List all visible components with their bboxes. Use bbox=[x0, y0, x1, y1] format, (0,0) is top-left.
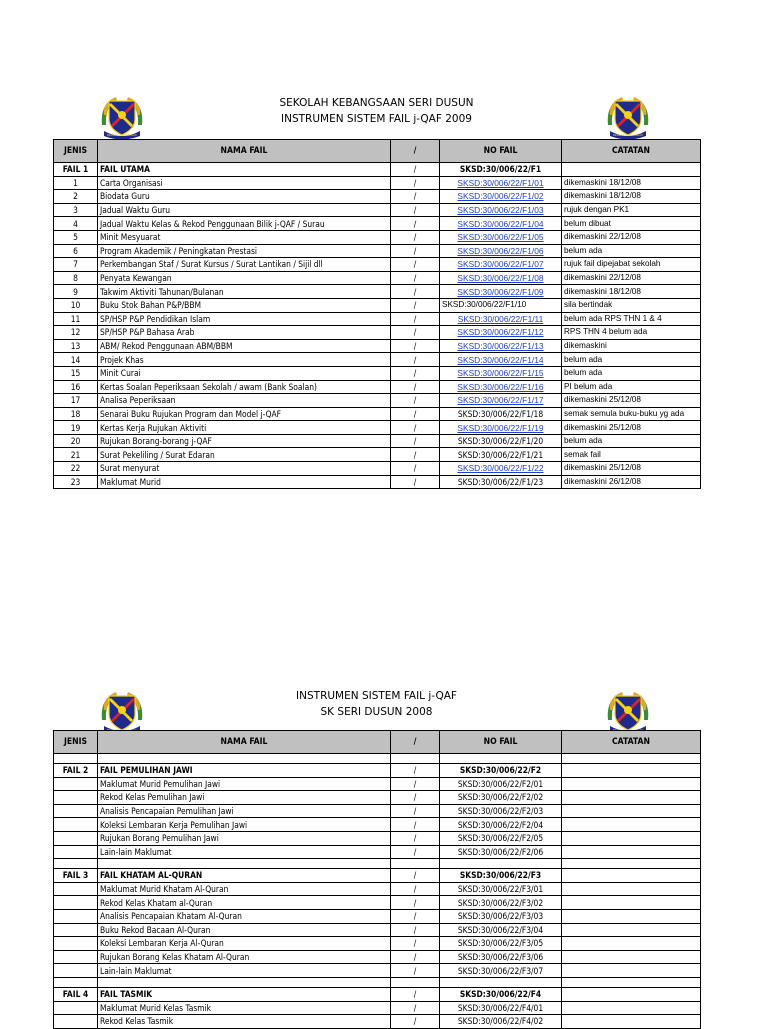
no-fail-link[interactable]: SKSD:30/006/22/F1/22 bbox=[440, 462, 562, 476]
catatan-header: CATATAN bbox=[562, 731, 701, 754]
catatan-cell bbox=[562, 804, 701, 818]
no-fail-header: NO FAIL bbox=[440, 731, 562, 754]
mark-cell: / bbox=[391, 462, 440, 476]
catatan-cell: dikemaskini bbox=[562, 339, 701, 353]
jenis-cell: 7 bbox=[54, 258, 98, 272]
no-fail-link[interactable]: SKSD:30/006/22/F1/19 bbox=[440, 421, 562, 435]
catatan-cell bbox=[562, 818, 701, 832]
empty-cell bbox=[440, 977, 562, 987]
table-row bbox=[54, 353, 701, 367]
catatan-cell: RPS THN 4 belum ada bbox=[562, 326, 701, 340]
mark-cell: / bbox=[391, 163, 440, 177]
mark-cell: / bbox=[391, 896, 440, 910]
table-row bbox=[54, 831, 701, 845]
nama-fail-cell: Lain-lain Maklumat bbox=[98, 845, 391, 859]
no-fail-cell: SKSD:30/006/22/F1/10 bbox=[440, 298, 562, 312]
no-fail-link[interactable]: SKSD:30/006/22/F1/06 bbox=[440, 244, 562, 258]
catatan-cell: belum dibuat bbox=[562, 217, 701, 231]
jenis-cell bbox=[54, 831, 98, 845]
nama-fail-cell: Maklumat Murid Kelas Tasmik bbox=[98, 1001, 391, 1015]
no-fail-cell: SKSD:30/006/22/F2/02 bbox=[440, 791, 562, 805]
no-fail-link[interactable]: SKSD:30/006/22/F1/12 bbox=[440, 326, 562, 340]
title-line-2: SK SERI DUSUN 2008 bbox=[320, 706, 433, 718]
empty-cell bbox=[391, 977, 440, 987]
nama-fail-cell: Perkembangan Staf / Surat Kursus / Surat Lantikan / Sijil dll bbox=[98, 258, 391, 272]
no-fail-header: NO FAIL bbox=[440, 140, 562, 163]
nama-fail-cell: SP/HSP P&P Bahasa Arab bbox=[98, 326, 391, 340]
jenis-cell bbox=[54, 937, 98, 951]
nama-fail-cell: Buku Stok Bahan P&P/BBM bbox=[98, 298, 391, 312]
jenis-cell bbox=[54, 882, 98, 896]
empty-cell bbox=[98, 754, 391, 764]
no-fail-link[interactable]: SKSD:30/006/22/F1/04 bbox=[440, 217, 562, 231]
no-fail-link[interactable]: SKSD:30/006/22/F1/09 bbox=[440, 285, 562, 299]
mark-cell: / bbox=[391, 964, 440, 978]
mark-cell: / bbox=[391, 421, 440, 435]
section-1-header bbox=[53, 93, 700, 143]
empty-cell bbox=[562, 977, 701, 987]
catatan-cell: dikemaskini 22/12/08 bbox=[562, 230, 701, 244]
catatan-cell bbox=[562, 831, 701, 845]
no-fail-link[interactable]: SKSD:30/006/22/F1/07 bbox=[440, 258, 562, 272]
mark-cell: / bbox=[391, 366, 440, 380]
jenis-cell: 5 bbox=[54, 230, 98, 244]
mark-cell: / bbox=[391, 909, 440, 923]
nama-fail-cell: ABM/ Rekod Penggunaan ABM/BBM bbox=[98, 339, 391, 353]
no-fail-cell: SKSD:30/006/22/F3 bbox=[440, 869, 562, 883]
catatan-cell: dikemaskini 18/12/08 bbox=[562, 285, 701, 299]
no-fail-cell: SKSD:30/006/22/F4/01 bbox=[440, 1001, 562, 1015]
catatan-cell: rujuk dengan PK1 bbox=[562, 203, 701, 217]
nama-fail-cell: Minit Mesyuarat bbox=[98, 230, 391, 244]
mark-cell: / bbox=[391, 339, 440, 353]
catatan-cell: rujuk fail dipejabat sekolah bbox=[562, 258, 701, 272]
empty-cell bbox=[54, 977, 98, 987]
jenis-cell: 6 bbox=[54, 244, 98, 258]
catatan-cell bbox=[562, 845, 701, 859]
catatan-cell: dikemaskini 25/12/08 bbox=[562, 462, 701, 476]
table-row bbox=[54, 882, 701, 896]
crest-motto: BERILMU BERAKHLAK bbox=[107, 133, 137, 137]
table-row bbox=[54, 909, 701, 923]
nama-fail-cell: Analisa Peperiksaan bbox=[98, 394, 391, 408]
table-row bbox=[54, 407, 701, 421]
jenis-cell bbox=[54, 923, 98, 937]
jenis-cell: 21 bbox=[54, 448, 98, 462]
empty-cell bbox=[98, 977, 391, 987]
mark-cell: / bbox=[391, 882, 440, 896]
table-row bbox=[54, 244, 701, 258]
catatan-cell: dikemaskini 22/12/08 bbox=[562, 271, 701, 285]
empty-cell bbox=[440, 859, 562, 869]
catatan-cell: semak fail bbox=[562, 448, 701, 462]
no-fail-cell: SKSD:30/006/22/F3/07 bbox=[440, 964, 562, 978]
nama-fail-cell: Program Akademik / Peningkatan Prestasi bbox=[98, 244, 391, 258]
catatan-cell: belum ada bbox=[562, 244, 701, 258]
mark-cell: / bbox=[391, 271, 440, 285]
table-row bbox=[54, 421, 701, 435]
mark-cell: / bbox=[391, 923, 440, 937]
nama-fail-cell: Lain-lain Maklumat bbox=[98, 964, 391, 978]
nama-fail-cell: Carta Organisasi bbox=[98, 176, 391, 190]
no-fail-cell: SKSD:30/006/22/F1/21 bbox=[440, 448, 562, 462]
table-row bbox=[54, 230, 701, 244]
jenis-cell bbox=[54, 777, 98, 791]
mark-cell: / bbox=[391, 407, 440, 421]
jenis-cell: 16 bbox=[54, 380, 98, 394]
table-header-row bbox=[54, 140, 701, 163]
jenis-cell: 13 bbox=[54, 339, 98, 353]
table-row bbox=[54, 1001, 701, 1015]
nama-fail-cell: Rekod Kelas Khatam al-Quran bbox=[98, 896, 391, 910]
table-row bbox=[54, 448, 701, 462]
table-row bbox=[54, 777, 701, 791]
mark-cell: / bbox=[391, 380, 440, 394]
table-row bbox=[54, 937, 701, 951]
table-header-row bbox=[54, 731, 701, 754]
catatan-cell bbox=[562, 909, 701, 923]
nama-fail-cell: Surat menyurat bbox=[98, 462, 391, 476]
mark-cell: / bbox=[391, 434, 440, 448]
nama-fail-cell: Buku Rekod Bacaan Al-Quran bbox=[98, 923, 391, 937]
nama-fail-cell: Takwim Aktiviti Tahunan/Bulanan bbox=[98, 285, 391, 299]
catatan-cell bbox=[562, 1001, 701, 1015]
catatan-cell bbox=[562, 777, 701, 791]
no-fail-link[interactable]: SKSD:30/006/22/F1/05 bbox=[440, 230, 562, 244]
table-row bbox=[54, 380, 701, 394]
jenis-cell: 23 bbox=[54, 475, 98, 489]
mark-cell: / bbox=[391, 1015, 440, 1029]
nama-fail-header: NAMA FAIL bbox=[98, 140, 391, 163]
table-row bbox=[54, 176, 701, 190]
title-line-1: INSTRUMEN SISTEM FAIL j-QAF bbox=[296, 690, 457, 702]
jenis-cell bbox=[54, 896, 98, 910]
empty-cell bbox=[440, 754, 562, 764]
jenis-cell: FAIL 3 bbox=[54, 869, 98, 883]
nama-fail-cell: Kertas Soalan Peperiksaan Sekolah / awam (Bank Soalan) bbox=[98, 380, 391, 394]
nama-fail-cell: Rujukan Borang-borang j-QAF bbox=[98, 434, 391, 448]
catatan-cell bbox=[562, 882, 701, 896]
jenis-cell bbox=[54, 791, 98, 805]
catatan-cell bbox=[562, 950, 701, 964]
nama-fail-cell: Penyata Kewangan bbox=[98, 271, 391, 285]
catatan-cell bbox=[562, 937, 701, 951]
mark-cell: / bbox=[391, 1001, 440, 1015]
table-row bbox=[54, 950, 701, 964]
jenis-cell: 2 bbox=[54, 190, 98, 204]
no-fail-cell: SKSD:30/006/22/F2/05 bbox=[440, 831, 562, 845]
nama-fail-cell: Minit Curai bbox=[98, 366, 391, 380]
table-row bbox=[54, 791, 701, 805]
jenis-cell: 20 bbox=[54, 434, 98, 448]
document-title bbox=[53, 95, 700, 127]
nama-fail-cell: Jadual Waktu Guru bbox=[98, 203, 391, 217]
nama-fail-cell: Rekod Kelas Tasmik bbox=[98, 1015, 391, 1029]
jenis-cell bbox=[54, 804, 98, 818]
nama-fail-cell: SP/HSP P&P Pendidikan Islam bbox=[98, 312, 391, 326]
no-fail-cell: SKSD:30/006/22/F4/02 bbox=[440, 1015, 562, 1029]
file-table-1 bbox=[53, 139, 701, 489]
mark-cell: / bbox=[391, 845, 440, 859]
spacer-row bbox=[54, 859, 701, 869]
title-line-2: INSTRUMEN SISTEM FAIL j-QAF 2009 bbox=[281, 113, 472, 125]
no-fail-cell: SKSD:30/006/22/F2/03 bbox=[440, 804, 562, 818]
table-row bbox=[54, 475, 701, 489]
no-fail-cell: SKSD:30/006/22/F3/04 bbox=[440, 923, 562, 937]
catatan-cell bbox=[562, 964, 701, 978]
spacer-row bbox=[54, 977, 701, 987]
jenis-cell: 10 bbox=[54, 298, 98, 312]
nama-fail-cell: FAIL KHATAM AL-QURAN bbox=[98, 869, 391, 883]
table-row bbox=[54, 869, 701, 883]
jenis-header: JENIS bbox=[54, 731, 98, 754]
mark-cell: / bbox=[391, 475, 440, 489]
no-fail-link[interactable]: SKSD:30/006/22/F1/02 bbox=[440, 190, 562, 204]
mark-cell: / bbox=[391, 203, 440, 217]
no-fail-link[interactable]: SKSD:30/006/22/F1/13 bbox=[440, 339, 562, 353]
nama-fail-cell: Rujukan Borang Kelas Khatam Al-Quran bbox=[98, 950, 391, 964]
catatan-cell: belum ada RPS THN 1 & 4 bbox=[562, 312, 701, 326]
jenis-cell: 4 bbox=[54, 217, 98, 231]
mark-cell: / bbox=[391, 764, 440, 778]
crest-motto: BERILMU BERAKHLAK bbox=[613, 133, 643, 137]
title-line-1: SEKOLAH KEBANGSAAN SERI DUSUN bbox=[279, 97, 474, 109]
nama-fail-cell: Koleksi Lembaran Kerja Pemulihan Jawi bbox=[98, 818, 391, 832]
mark-cell: / bbox=[391, 176, 440, 190]
nama-fail-cell: Rujukan Borang Pemulihan Jawi bbox=[98, 831, 391, 845]
catatan-cell bbox=[562, 163, 701, 177]
table-row bbox=[54, 258, 701, 272]
table-row bbox=[54, 1015, 701, 1029]
catatan-cell bbox=[562, 896, 701, 910]
jenis-cell: 14 bbox=[54, 353, 98, 367]
table-row bbox=[54, 845, 701, 859]
table-row bbox=[54, 804, 701, 818]
jenis-cell bbox=[54, 1015, 98, 1029]
table-row bbox=[54, 462, 701, 476]
catatan-cell: dikemaskini 25/12/08 bbox=[562, 421, 701, 435]
jenis-cell: 19 bbox=[54, 421, 98, 435]
jenis-cell: 9 bbox=[54, 285, 98, 299]
nama-fail-cell: Koleksi Lembaran Kerja Al-Quran bbox=[98, 937, 391, 951]
empty-cell bbox=[391, 859, 440, 869]
empty-cell bbox=[562, 859, 701, 869]
catatan-cell: dikemaskini 18/12/08 bbox=[562, 190, 701, 204]
no-fail-cell: SKSD:30/006/22/F3/01 bbox=[440, 882, 562, 896]
table-row bbox=[54, 285, 701, 299]
table-row bbox=[54, 764, 701, 778]
jenis-cell bbox=[54, 1001, 98, 1015]
jenis-cell: 22 bbox=[54, 462, 98, 476]
table-row bbox=[54, 366, 701, 380]
catatan-cell bbox=[562, 987, 701, 1001]
mark-cell: / bbox=[391, 937, 440, 951]
table-row bbox=[54, 217, 701, 231]
nama-fail-cell: Maklumat Murid Pemulihan Jawi bbox=[98, 777, 391, 791]
nama-fail-cell: Maklumat Murid Khatam Al-Quran bbox=[98, 882, 391, 896]
mark-header: / bbox=[391, 140, 440, 163]
nama-fail-cell: Maklumat Murid bbox=[98, 475, 391, 489]
mark-cell: / bbox=[391, 326, 440, 340]
table-row bbox=[54, 434, 701, 448]
mark-cell: / bbox=[391, 230, 440, 244]
jenis-cell: 3 bbox=[54, 203, 98, 217]
catatan-cell: PI belum ada bbox=[562, 380, 701, 394]
empty-cell bbox=[54, 859, 98, 869]
nama-fail-cell: Analisis Pencapaian Pemulihan Jawi bbox=[98, 804, 391, 818]
document-title bbox=[53, 688, 700, 720]
mark-cell: / bbox=[391, 285, 440, 299]
mark-cell: / bbox=[391, 987, 440, 1001]
no-fail-cell: SKSD:30/006/22/F2/01 bbox=[440, 777, 562, 791]
nama-fail-cell: Senarai Buku Rujukan Program dan Model j-QAF bbox=[98, 407, 391, 421]
file-table-2 bbox=[53, 730, 701, 1029]
nama-fail-cell: Rekod Kelas Pemulihan Jawi bbox=[98, 791, 391, 805]
no-fail-link[interactable]: SKSD:30/006/22/F1/16 bbox=[440, 380, 562, 394]
mark-cell: / bbox=[391, 448, 440, 462]
no-fail-link[interactable]: SKSD:30/006/22/F1/08 bbox=[440, 271, 562, 285]
catatan-cell bbox=[562, 764, 701, 778]
no-fail-link[interactable]: SKSD:30/006/22/F1/03 bbox=[440, 203, 562, 217]
no-fail-cell: SKSD:30/006/22/F2/06 bbox=[440, 845, 562, 859]
table-row bbox=[54, 339, 701, 353]
spacer-row bbox=[54, 754, 701, 764]
jenis-cell bbox=[54, 950, 98, 964]
table-row bbox=[54, 923, 701, 937]
catatan-cell bbox=[562, 791, 701, 805]
empty-cell bbox=[562, 754, 701, 764]
catatan-cell bbox=[562, 923, 701, 937]
mark-cell: / bbox=[391, 258, 440, 272]
nama-fail-cell: Kertas Kerja Rujukan Aktiviti bbox=[98, 421, 391, 435]
table-row bbox=[54, 394, 701, 408]
no-fail-cell: SKSD:30/006/22/F2/04 bbox=[440, 818, 562, 832]
nama-fail-header: NAMA FAIL bbox=[98, 731, 391, 754]
catatan-cell: sila bertindak bbox=[562, 298, 701, 312]
mark-cell: / bbox=[391, 353, 440, 367]
mark-cell: / bbox=[391, 804, 440, 818]
table-row bbox=[54, 298, 701, 312]
jenis-cell: 12 bbox=[54, 326, 98, 340]
empty-cell bbox=[98, 859, 391, 869]
table-row bbox=[54, 964, 701, 978]
mark-cell: / bbox=[391, 217, 440, 231]
no-fail-link[interactable]: SKSD:30/006/22/F1/17 bbox=[440, 394, 562, 408]
mark-cell: / bbox=[391, 831, 440, 845]
catatan-cell: belum ada bbox=[562, 434, 701, 448]
no-fail-cell: SKSD:30/006/22/F2 bbox=[440, 764, 562, 778]
jenis-cell: 17 bbox=[54, 394, 98, 408]
jenis-cell: 1 bbox=[54, 176, 98, 190]
no-fail-cell: SKSD:30/006/22/F1 bbox=[440, 163, 562, 177]
table-row bbox=[54, 203, 701, 217]
mark-cell: / bbox=[391, 190, 440, 204]
jenis-cell: 8 bbox=[54, 271, 98, 285]
empty-cell bbox=[391, 754, 440, 764]
catatan-cell: dikemaskini 18/12/08 bbox=[562, 176, 701, 190]
no-fail-cell: SKSD:30/006/22/F1/23 bbox=[440, 475, 562, 489]
catatan-cell bbox=[562, 869, 701, 883]
jenis-cell bbox=[54, 909, 98, 923]
no-fail-cell: SKSD:30/006/22/F4 bbox=[440, 987, 562, 1001]
jenis-cell bbox=[54, 964, 98, 978]
nama-fail-cell: Jadual Waktu Kelas & Rekod Penggunaan Bilik j-QAF / Surau bbox=[98, 217, 391, 231]
no-fail-link[interactable]: SKSD:30/006/22/F1/15 bbox=[440, 366, 562, 380]
nama-fail-cell: FAIL PEMULIHAN JAWI bbox=[98, 764, 391, 778]
mark-cell: / bbox=[391, 791, 440, 805]
no-fail-cell: SKSD:30/006/22/F1/20 bbox=[440, 434, 562, 448]
catatan-cell bbox=[562, 1015, 701, 1029]
mark-header: / bbox=[391, 731, 440, 754]
mark-cell: / bbox=[391, 394, 440, 408]
jenis-cell: FAIL 4 bbox=[54, 987, 98, 1001]
table-row bbox=[54, 896, 701, 910]
jenis-cell: 11 bbox=[54, 312, 98, 326]
nama-fail-cell: FAIL TASMIK bbox=[98, 987, 391, 1001]
table-row bbox=[54, 312, 701, 326]
nama-fail-cell: Surat Pekeliling / Surat Edaran bbox=[98, 448, 391, 462]
mark-cell: / bbox=[391, 244, 440, 258]
jenis-cell: 15 bbox=[54, 366, 98, 380]
no-fail-cell: SKSD:30/006/22/F3/03 bbox=[440, 909, 562, 923]
no-fail-cell: SKSD:30/006/22/F1/18 bbox=[440, 407, 562, 421]
mark-cell: / bbox=[391, 818, 440, 832]
nama-fail-cell: Biodata Guru bbox=[98, 190, 391, 204]
table-row bbox=[54, 818, 701, 832]
catatan-cell: belum ada bbox=[562, 366, 701, 380]
jenis-cell bbox=[54, 845, 98, 859]
table-row bbox=[54, 326, 701, 340]
catatan-cell: dikemaskini 26/12/08 bbox=[562, 475, 701, 489]
no-fail-cell: SKSD:30/006/22/F3/06 bbox=[440, 950, 562, 964]
no-fail-link[interactable]: SKSD:30/006/22/F1/01 bbox=[440, 176, 562, 190]
no-fail-link[interactable]: SKSD:30/006/22/F1/11 bbox=[440, 312, 562, 326]
jenis-header: JENIS bbox=[54, 140, 98, 163]
jenis-cell: FAIL 1 bbox=[54, 163, 98, 177]
mark-cell: / bbox=[391, 777, 440, 791]
table-row bbox=[54, 190, 701, 204]
catatan-cell: belum ada bbox=[562, 353, 701, 367]
nama-fail-cell: Projek Khas bbox=[98, 353, 391, 367]
nama-fail-cell: FAIL UTAMA bbox=[98, 163, 391, 177]
empty-cell bbox=[54, 754, 98, 764]
mark-cell: / bbox=[391, 298, 440, 312]
no-fail-cell: SKSD:30/006/22/F3/05 bbox=[440, 937, 562, 951]
no-fail-cell: SKSD:30/006/22/F3/02 bbox=[440, 896, 562, 910]
jenis-cell: FAIL 2 bbox=[54, 764, 98, 778]
catatan-header: CATATAN bbox=[562, 140, 701, 163]
catatan-cell: semak semula buku-buku yg ada bbox=[562, 407, 701, 421]
mark-cell: / bbox=[391, 950, 440, 964]
jenis-cell bbox=[54, 818, 98, 832]
jenis-cell: 18 bbox=[54, 407, 98, 421]
no-fail-link[interactable]: SKSD:30/006/22/F1/14 bbox=[440, 353, 562, 367]
nama-fail-cell: Analisis Pencapaian Khatam Al-Quran bbox=[98, 909, 391, 923]
mark-cell: / bbox=[391, 869, 440, 883]
table-row bbox=[54, 271, 701, 285]
table-row bbox=[54, 987, 701, 1001]
catatan-cell: dikemaskini 25/12/08 bbox=[562, 394, 701, 408]
mark-cell: / bbox=[391, 312, 440, 326]
table-row bbox=[54, 163, 701, 177]
